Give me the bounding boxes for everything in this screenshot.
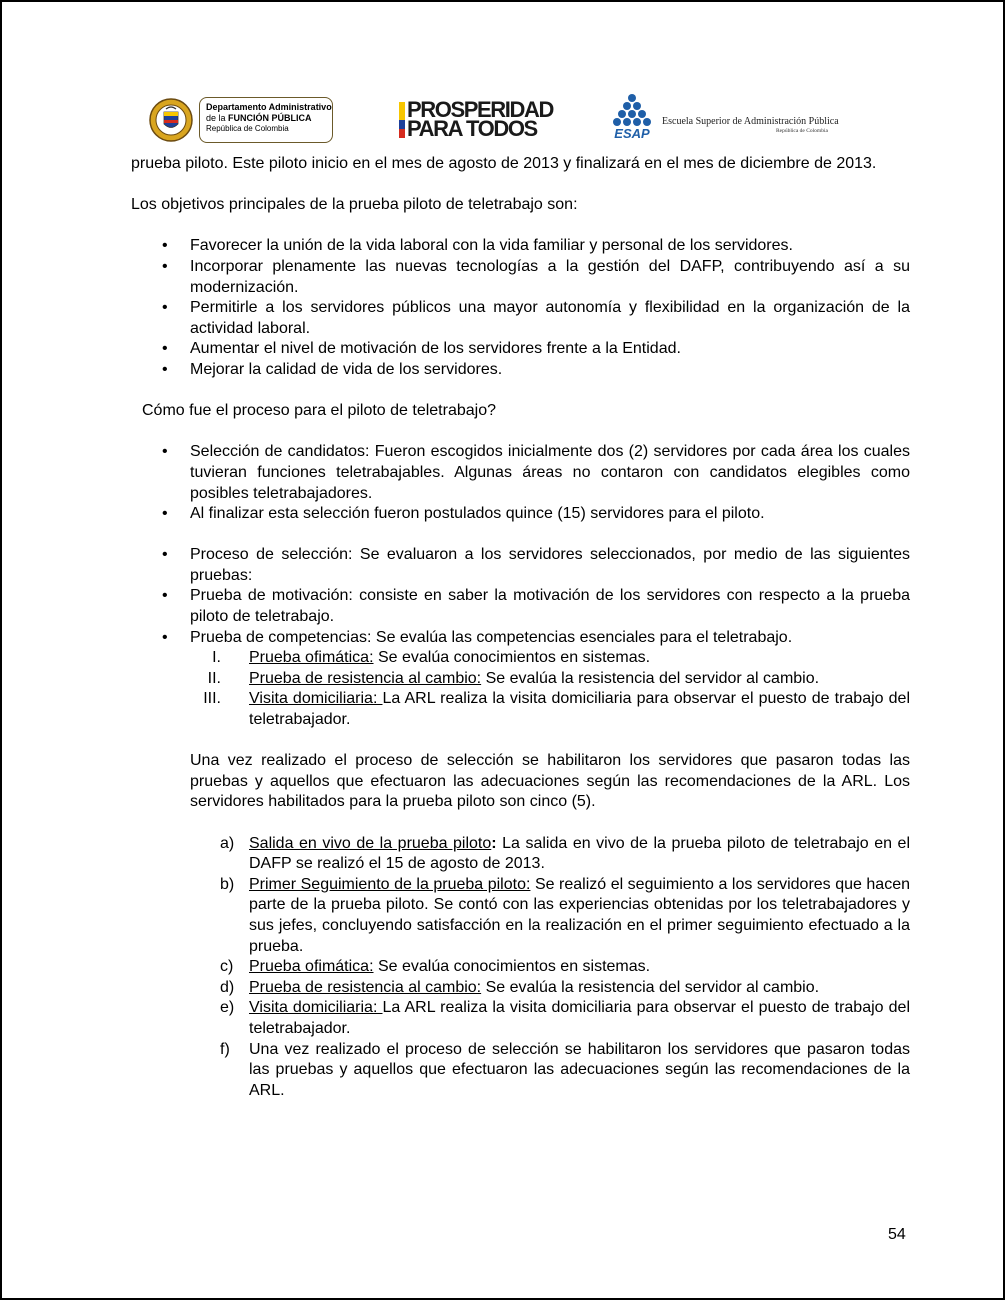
document-body [131, 154, 910, 1101]
list-item: • Proceso de selección: Se evaluaron a los servidores seleccionados, por medio de las siguientes pruebas: [162, 546, 910, 584]
dafp-line-3: República de Colombia [206, 124, 289, 133]
list-item: b) Primer Seguimiento de la prueba piloto: Se realizó el seguimiento a los servidores que hacen parte de la prueba piloto. Se contó con las experiencias obtenidas por los teletrabajadores y sus jefes, concluyendo satisfacción en la realización en el primer seguimiento efectuado a la prueba. [220, 875, 911, 955]
list-item: • Incorporar plenamente las nuevas tecnologías a la gestión del DAFP, contribuyendo así a su modernización. [162, 257, 910, 296]
list-item: • Al finalizar esta selección fueron postulados quince (15) servidores para el piloto. [162, 505, 765, 523]
roman-list [131, 648, 910, 730]
esap-subtitle: República de Colombia [776, 128, 828, 134]
colombia-flag-bar [399, 102, 405, 138]
list-item: e) Visita domiciliaria: La ARL realiza la visita domiciliaria para observar el puesto de trabajo del teletrabajador. [220, 999, 910, 1037]
list-item: • Permitirle a los servidores públicos una mayor autonomía y flexibilidad en la organización de la actividad laboral. [162, 299, 910, 337]
dafp-line-1: Departamento Administrativo [206, 102, 332, 112]
process-list-2 [131, 545, 910, 648]
list-item: d) Prueba de resistencia al cambio: Se evalúa la resistencia del servidor al cambio. [220, 978, 820, 996]
prosperidad-text: PROSPERIDAD PARA TODOS [407, 97, 553, 141]
prosperidad-logo [399, 97, 559, 144]
selection-paragraph: Una vez realizado el proceso de selección se habilitaron los servidores que pasaron todas las pruebas y aquellos que efectuaron las adecuaciones según las recomendaciones de la ARL. Los servidores habilitados para la prueba piloto son cinco (5). [190, 752, 910, 811]
objectives-list [131, 236, 910, 380]
esap-logo [604, 94, 839, 144]
dafp-name-box [199, 97, 333, 143]
process-list-1 [131, 442, 910, 524]
list-item: I. Prueba ofimática: Se evalúa conocimientos en sistemas. [212, 649, 651, 667]
dafp-line-2: de la FUNCIÓN PÚBLICA [206, 113, 312, 123]
list-item: • Prueba de motivación: consiste en saber la motivación de los servidores con respecto a la prueba piloto de teletrabajo. [162, 587, 910, 626]
page-header [149, 94, 839, 146]
list-item: III. Visita domiciliaria: La ARL realiza la visita domiciliaria para observar el puesto de trabajo del teletrabajador. [203, 690, 910, 729]
list-item: • Aumentar el nivel de motivación de los servidores frente a la Entidad. [162, 340, 681, 358]
list-item: f) Una vez realizado el proceso de selección se habilitaron los servidores que pasaron todas las pruebas y aquellos que efectuaron las adecuaciones según las recomendaciones de la ARL. [220, 1040, 910, 1099]
list-item: a) Salida en vivo de la prueba piloto: La salida en vivo de la prueba piloto de teletrabajo en el DAFP se realizó el 15 de agosto de 2013. [220, 834, 911, 873]
list-item: • Selección de candidatos: Fueron escogidos inicialmente dos (2) servidores por cada área los cuales tuvieran funciones teletrabajables. Algunas áreas no contaron con candidatos elegibles como posibles teletrabajadores. [162, 443, 910, 502]
objectives-heading: Los objetivos principales de la prueba piloto de teletrabajo son: [131, 196, 578, 214]
esap-title: Escuela Superior de Administración Pública [662, 116, 839, 127]
intro-paragraph: prueba piloto. Este piloto inicio en el mes de agosto de 2013 y finalizará en el mes de diciembre de 2013. [131, 155, 877, 172]
dafp-logo [149, 96, 339, 146]
list-item: • Prueba de competencias: Se evalúa las competencias esenciales para el teletrabajo. [162, 628, 793, 646]
list-item: • Favorecer la unión de la vida laboral con la vida familiar y personal de los servidores. [162, 237, 793, 255]
process-heading: Cómo fue el proceso para el piloto de teletrabajo? [142, 402, 496, 420]
page-number: 54 [888, 1226, 906, 1243]
colombia-seal-icon [149, 98, 193, 142]
svg-text:ESAP: ESAP [614, 126, 650, 141]
esap-emblem-icon [604, 94, 660, 142]
list-item: • Mejorar la calidad de vida de los servidores. [162, 360, 503, 378]
list-item: c) Prueba ofimática: Se evalúa conocimientos en sistemas. [220, 958, 651, 976]
lettered-list [131, 834, 910, 1102]
list-item: II. Prueba de resistencia al cambio: Se evalúa la resistencia del servidor al cambio. [207, 669, 820, 687]
